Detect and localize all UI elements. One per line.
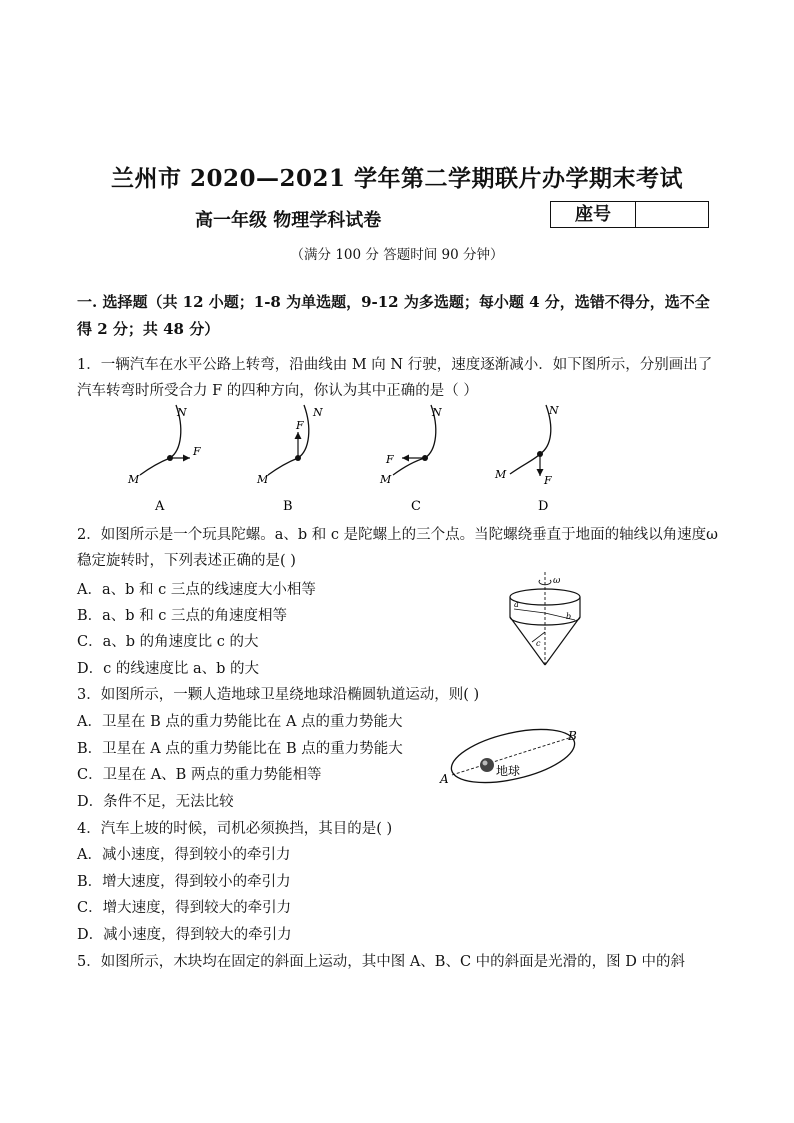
question-2-option-a[interactable]: A．a、b 和 c 三点的线速度大小相等 <box>77 582 316 598</box>
label-omega: ω <box>553 576 561 586</box>
seat-number-field[interactable] <box>636 202 708 227</box>
question-3-option-a[interactable]: A．卫星在 B 点的重力势能比在 A 点的重力势能大 <box>77 714 403 730</box>
exam-title: 兰州市 2020—2021 学年第二学期联片办学期末考试 <box>110 165 684 192</box>
seat-label: 座号 <box>551 202 636 227</box>
seat-number-box <box>550 201 709 228</box>
question-4-option-d[interactable]: D．减小速度，得到较大的牵引力 <box>77 927 292 943</box>
question-3-option-b[interactable]: B．卫星在 A 点的重力势能比在 B 点的重力势能大 <box>77 741 403 757</box>
question-3-option-d[interactable]: D．条件不足，无法比较 <box>77 794 234 810</box>
question-4-option-a[interactable]: A．减小速度，得到较小的牵引力 <box>77 847 291 863</box>
label-m: M <box>128 473 140 486</box>
label-n: N <box>177 406 187 419</box>
spinning-top-figure <box>500 570 600 670</box>
figure-1c <box>379 405 442 514</box>
question-2-option-d[interactable]: D．c 的线速度比 a、b 的大 <box>77 661 259 677</box>
figure-1a <box>127 405 201 514</box>
label-a: a <box>514 600 519 609</box>
label-n: N <box>432 406 442 419</box>
label-m: M <box>257 473 269 486</box>
label-f: F <box>193 445 201 458</box>
question-5-stem: 5．如图所示，木块均在固定的斜面上运动，其中图 A、B、C 中的斜面是光滑的，图 D 中的斜 <box>77 954 686 970</box>
question-1-stem: 1．一辆汽车在水平公路上转弯，沿曲线由 M 向 N 行驶，速度逐渐减小．如下图所示，分别画出了汽车转弯时所受合力 F 的四种方向，你认为其中正确的是（ ） <box>77 357 713 399</box>
question-4-option-c[interactable]: C．增大速度，得到较大的牵引力 <box>77 900 292 916</box>
label-f: F <box>296 419 304 432</box>
option-a-label: A <box>155 499 165 514</box>
option-d-label: D <box>538 499 549 514</box>
question-4-option-b[interactable]: B．增大速度，得到较小的牵引力 <box>77 874 291 890</box>
label-b: B <box>568 729 577 743</box>
satellite-orbit-figure <box>438 725 588 787</box>
label-n: N <box>313 406 323 419</box>
question-2-option-b[interactable]: B．a、b 和 c 三点的角速度相等 <box>77 608 288 624</box>
label-m: M <box>380 473 392 486</box>
label-n: N <box>549 404 559 417</box>
label-c: c <box>536 639 541 648</box>
question-2-stem: 2．如图所示是一个玩具陀螺。a、b 和 c 是陀螺上的三个点。当陀螺绕垂直于地面的轴线以角速度ω稳定旋转时，下列表述正确的是( ) <box>77 527 718 569</box>
earth-icon <box>480 758 494 772</box>
label-f: F <box>386 453 394 466</box>
question-3-option-c[interactable]: C．卫星在 A、B 两点的重力势能相等 <box>77 767 322 783</box>
figure-1b <box>256 405 323 514</box>
label-a: A <box>440 772 449 786</box>
label-f: F <box>544 474 552 487</box>
label-b: b <box>566 612 572 621</box>
label-m: M <box>495 468 507 481</box>
option-b-label: B <box>283 499 293 514</box>
question-4-stem: 4．汽车上坡的时候，司机必须换挡，其目的是( ) <box>77 821 393 837</box>
question-2-option-c[interactable]: C．a、b 的角速度比 c 的大 <box>77 634 259 650</box>
score-note: （满分 100 分 答题时间 90 分钟） <box>290 247 504 263</box>
label-earth: 地球 <box>496 764 521 778</box>
exam-subtitle: 高一年级 物理学科试卷 <box>195 210 382 231</box>
option-c-label: C <box>411 499 421 514</box>
section-heading: 一. 选择题（共 12 小题；1-8 为单选题，9-12 为多选题；每小题 4 分，选错不得分，选不全得 2 分；共 48 分） <box>77 293 710 338</box>
question-1-figure <box>110 402 590 520</box>
question-3-stem: 3．如图所示，一颗人造地球卫星绕地球沿椭圆轨道运动，则( ) <box>77 687 480 703</box>
figure-1d <box>494 404 559 514</box>
